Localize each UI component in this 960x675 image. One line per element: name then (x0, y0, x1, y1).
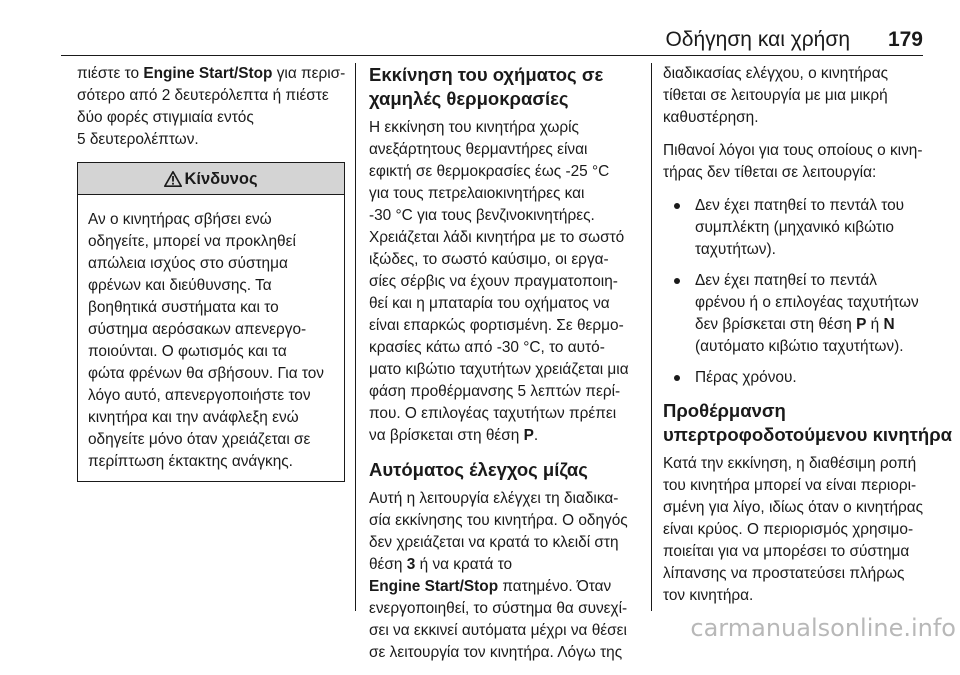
text-line (695, 292, 933, 314)
text-line (695, 367, 933, 389)
text-line: του κινητήρα μπορεί να είναι περιορι- (663, 477, 917, 494)
text-run: ενεργοποιηθεί, το σύστημα θα συνεχί- (369, 600, 628, 617)
heading-cold-start (369, 63, 639, 111)
text-line (369, 403, 639, 425)
page-header (0, 0, 960, 56)
bold-term: N (883, 316, 895, 333)
text-line: διαδικασίας ελέγχου, ο κινητήρας (663, 65, 889, 82)
text-line (369, 205, 639, 227)
text-line (77, 129, 345, 151)
bold-term: Engine Start/Stop (143, 65, 273, 82)
text-line (695, 336, 933, 358)
bold-term: 3 (406, 556, 416, 573)
text-run: σίες σέρβις να έχουν πραγματοποιη- (369, 273, 618, 290)
text-line (695, 195, 933, 217)
text-line (695, 314, 933, 336)
bold-term: P (523, 427, 534, 444)
watermark: carmanualsonline.info (690, 614, 956, 642)
text-line: βοηθητικά συστήματα και το (88, 299, 279, 316)
text-line: Αυτόματος έλεγχος μίζας (369, 459, 588, 480)
text-line (695, 270, 933, 292)
text-line (369, 161, 639, 183)
text-line: απώλεια ισχύος στο σύστημα (88, 255, 288, 272)
header-rule (61, 55, 923, 56)
column-divider-1 (355, 63, 356, 611)
text-line: σύστημα αερόσακων απενεργο- (88, 321, 307, 338)
text-run: πατημένο. Όταν (498, 578, 612, 595)
text-line: τον κινητήρα. (663, 587, 754, 604)
text-run: σε λειτουργία τον κινητήρα. Λόγω της (369, 644, 623, 661)
text-run: Πέρας χρόνου. (695, 369, 797, 386)
text-run: (αυτόματο κιβώτιο ταχυτήτων). (695, 338, 904, 355)
text-line: καθυστέρηση. (663, 109, 759, 126)
paragraph-turbo-preheat (663, 453, 933, 607)
text-run: ή (866, 316, 884, 333)
text-line: Πιθανοί λόγοι για τους οποίους ο κινη- (663, 142, 923, 159)
text-run: δεν βρίσκεται στη θέση (695, 316, 857, 333)
paragraph-reasons (663, 140, 933, 184)
reasons-list (663, 195, 933, 389)
page-number: 179 (887, 28, 923, 51)
text-line: υπερτροφοδοτούμενου κινητήρα (663, 424, 953, 445)
text-line (369, 315, 639, 337)
text-run: θέση (369, 556, 407, 573)
text-line (369, 139, 639, 161)
text-line: κινητήρα και την ανάφλεξη ενώ (88, 409, 299, 426)
text-run: θεί και η μπαταρία του οχήματος να (369, 295, 610, 312)
text-run: είναι επαρκώς φορτισμένη. Σε θερμο- (369, 317, 624, 334)
text-run: σία εκκίνησης του κινητήρα. Ο οδηγός (369, 512, 628, 529)
paragraph-cold-start (369, 117, 639, 447)
heading-turbo-preheat (663, 399, 953, 447)
text-run: Δεν έχει πατηθεί το πεντάλ (695, 272, 877, 289)
text-line (369, 488, 639, 510)
text-line (369, 293, 639, 315)
text-line: σμένη για λίγο, ιδίως όταν ο κινητήρας (663, 499, 924, 516)
text-line: Κατά την εκκίνηση, η διαθέσιμη ροπή (663, 455, 917, 472)
danger-title: Κίνδυνος (184, 169, 258, 188)
text-line: ποιείται για να μπορέσει το σύστημα (663, 543, 910, 560)
danger-box (77, 162, 345, 482)
text-line: χαμηλές θερμοκρασίες (369, 88, 569, 109)
text-line: περίπτωση έκτακτης ανάγκης. (88, 453, 293, 470)
heading-auto-starter (369, 458, 639, 482)
text-run: πιέστε το (77, 65, 144, 82)
text-line (369, 554, 639, 576)
list-item (663, 195, 933, 261)
text-line: είναι κρύος. Ο περιορισμός χρησιμο- (663, 521, 914, 538)
text-line (369, 642, 639, 664)
text-line: τήρας δεν τίθεται σε λειτουργία: (663, 164, 877, 181)
text-line: οδηγείτε, μπορεί να προκληθεί (88, 233, 296, 250)
text-line (369, 381, 639, 403)
text-run: . (533, 427, 539, 444)
text-line: λίπανσης να προστατεύσει πλήρως (663, 565, 905, 582)
text-line: Προθέρμανση (663, 400, 786, 421)
text-run: σει να εκκινεί αυτόματα μέχρι να θέσει (369, 622, 627, 639)
text-run: για περισ- (272, 65, 346, 82)
text-run: να βρίσκεται στη θέση (369, 427, 524, 444)
text-line (77, 107, 345, 129)
text-run: 5 δευτερολέπτων. (77, 131, 199, 148)
text-line (369, 510, 639, 532)
text-run: ή να κρατά το (415, 556, 513, 573)
text-line: τίθεται σε λειτουργία με μια μικρή (663, 87, 888, 104)
text-run: σότερο από 2 δευτερόλεπτα ή πιέστε (77, 87, 329, 104)
text-line (369, 117, 639, 139)
text-line (369, 183, 639, 205)
text-line (695, 239, 933, 261)
text-run: Χρειάζεται λάδι κινητήρα με το σωστό (369, 229, 625, 246)
text-run: κρασίες κάτω από -30 °C, το αυτό- (369, 339, 605, 356)
text-line (369, 598, 639, 620)
text-line (369, 576, 639, 598)
running-title: Οδήγηση και χρήση (665, 28, 850, 51)
text-run: Αυτή η λειτουργία ελέγχει τη διαδικα- (369, 490, 619, 507)
paragraph-continued (663, 63, 933, 129)
text-run: για τους πετρελαιοκινητήρες και (369, 185, 585, 202)
list-item (663, 270, 933, 358)
bold-term: Engine Start/Stop (369, 578, 499, 595)
text-line (369, 620, 639, 642)
text-run: ανεξάρτητους θερμαντήρες είναι (369, 141, 588, 158)
text-line: ποιούνται. Ο φωτισμός και τα (88, 343, 287, 360)
text-line (695, 217, 933, 239)
text-line (369, 532, 639, 554)
text-line (369, 337, 639, 359)
text-line (369, 425, 639, 447)
text-run: δύο φορές στιγμιαία εντός (77, 109, 254, 126)
text-line: Εκκίνηση του οχήματος σε (369, 64, 604, 85)
paragraph-auto-starter (369, 488, 639, 664)
text-line: φρένων και διεύθυνσης. Τα (88, 277, 272, 294)
text-line (369, 359, 639, 381)
text-line (77, 85, 345, 107)
column-2 (369, 63, 639, 675)
text-run: συμπλέκτη (μηχανικό κιβώτιο (695, 219, 894, 236)
text-run: εφικτή σε θερμοκρασίες έως -25 °C (369, 163, 610, 180)
warning-triangle-icon (164, 171, 182, 187)
text-run: ταχυτήτων). (695, 241, 776, 258)
text-line: οδηγείτε μόνο όταν χρειάζεται σε (88, 431, 311, 448)
column-1 (77, 63, 345, 482)
danger-text (78, 195, 344, 481)
text-line (369, 227, 639, 249)
text-line: λόγο αυτό, απενεργοποιήστε τον (88, 387, 311, 404)
text-run: δεν χρειάζεται να κρατά το κλειδί στη (369, 534, 619, 551)
text-run: ματο κιβώτιο ταχυτήτων χρειάζεται μια (369, 361, 629, 378)
list-item (663, 367, 933, 389)
intro-paragraph (77, 63, 345, 151)
text-run: -30 °C για τους βενζινοκινητήρες. (369, 207, 595, 224)
text-run: φάση προθέρμανσης 5 λεπτών περί- (369, 383, 621, 400)
column-3 (663, 63, 953, 618)
text-run: Η εκκίνηση του κινητήρα χωρίς (369, 119, 579, 136)
text-line (369, 271, 639, 293)
text-line (369, 249, 639, 271)
bold-term: P (856, 316, 867, 333)
text-run: που. Ο επιλογέας ταχυτήτων πρέπει (369, 405, 617, 422)
text-line (77, 63, 345, 85)
text-run: φρένου ή ο επιλογέας ταχυτήτων (695, 294, 919, 311)
text-line: Αν ο κινητήρας σβήσει ενώ (88, 211, 272, 228)
text-run: ιξώδες, το σωστό καύσιμο, οι εργα- (369, 251, 609, 268)
danger-header (78, 163, 344, 195)
text-line: φώτα φρένων θα σβήσουν. Για τον (88, 365, 324, 382)
column-divider-2 (651, 63, 652, 611)
text-run: Δεν έχει πατηθεί το πεντάλ του (695, 197, 905, 214)
